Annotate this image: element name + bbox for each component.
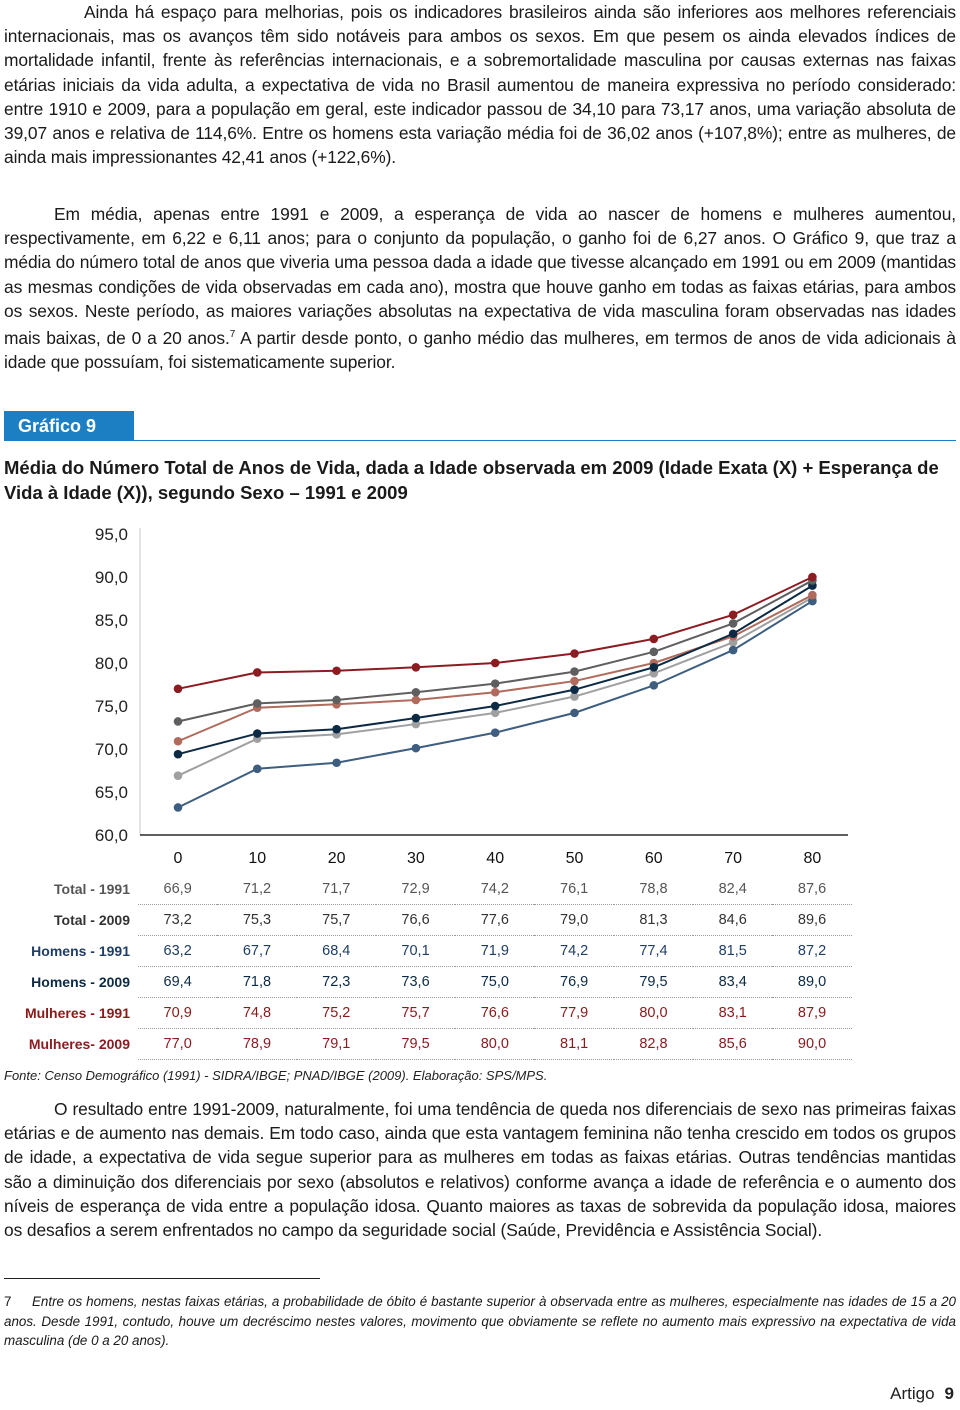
- y-tick-label: 80,0: [94, 654, 128, 673]
- series-line: [178, 595, 812, 741]
- value-cell: 71,8: [217, 967, 296, 998]
- value-cell: 71,9: [455, 936, 534, 967]
- data-point: [253, 699, 262, 708]
- data-point: [491, 728, 500, 737]
- data-point: [650, 681, 659, 690]
- value-cell: 73,2: [138, 905, 217, 936]
- series-name-label: Total - 2009: [54, 912, 130, 928]
- y-tick-label: 95,0: [94, 525, 128, 544]
- x-tick-label: 30: [407, 850, 425, 867]
- value-cell: 81,5: [693, 936, 772, 967]
- data-point: [729, 629, 738, 638]
- value-cell: 67,7: [217, 936, 296, 967]
- value-cell: 90,0: [772, 1029, 851, 1060]
- table-row: [0, 905, 852, 936]
- data-point: [412, 688, 421, 697]
- value-cell: 85,6: [693, 1029, 772, 1060]
- value-cell: 69,4: [138, 967, 217, 998]
- value-cell: 71,7: [297, 874, 376, 905]
- x-tick-label: 0: [173, 850, 183, 867]
- data-point: [174, 803, 183, 812]
- page-number: 9: [944, 1384, 954, 1403]
- data-point: [729, 611, 738, 620]
- footnote-number: 7: [4, 1294, 12, 1309]
- badge-rule: [134, 440, 956, 441]
- value-cell: 73,6: [376, 967, 455, 998]
- series-line: [178, 577, 812, 689]
- data-point: [570, 709, 579, 718]
- x-tick-label: 50: [565, 850, 584, 867]
- value-cell: 72,3: [297, 967, 376, 998]
- page-footer: [890, 1384, 954, 1404]
- data-point: [412, 744, 421, 753]
- data-point: [650, 648, 659, 657]
- value-cell: 74,2: [534, 936, 613, 967]
- table-row: [0, 967, 852, 998]
- y-tick-label: 65,0: [94, 783, 128, 802]
- value-cell: 75,3: [217, 905, 296, 936]
- y-tick-label: 90,0: [94, 568, 128, 587]
- value-cell: 77,9: [534, 998, 613, 1029]
- x-tick-label: 70: [724, 850, 742, 867]
- y-tick-label: 75,0: [94, 697, 128, 716]
- value-cell: 81,3: [614, 905, 693, 936]
- conclusion-paragraph: O resultado entre 1991-2009, naturalmente, foi uma tendência de queda nos diferenciais de sexo nas primeiras faixas etárias e de aumento nas demais. Em todo caso, ainda que esta vantagem feminina não tenha crescido em todos os grupos de idade, a expectativa de vida segue superior para as mulheres em todas as faixas etárias. Outras tendências mantidas são a diminuição dos diferenciais por sexo (absolutos e relativos) conforme avança a idade de referência e o aumento dos níveis de esperança de vida entre a população idosa. Quanto maiores as taxas de sobrevida da população idosa, maiores os desafios a serem enfrentados no campo da seguridade social (Saúde, Previdência e Assistência Social).: [4, 1099, 956, 1241]
- x-tick-label: 60: [644, 850, 663, 867]
- data-point: [650, 635, 659, 644]
- value-cell: 89,0: [772, 967, 851, 998]
- series-name-label: Mulheres- 2009: [28, 1036, 130, 1052]
- data-point: [650, 663, 659, 672]
- intro-paragraph: Ainda há espaço para melhorias, pois os indicadores brasileiros ainda são inferiores aos melhores referenciais internacionais, mas os avanços têm sido notáveis para ambos os sexos. Em que pesem os ainda elevados índices de mortalidade infantil, frente às referências internacionais, e a sobremortalidade masculina por causas externas nas faixas etárias iniciais da vida adulta, a expectativa de vida no Brasil aumentou de maneira expressiva no período considerado: entre 1910 e 2009, para a população em geral, este indicador passou de 34,10 para 73,17 anos, uma variação absoluta de 39,07 anos e relativa de 114,6%. Entre os homens esta variação média foi de 36,02 anos (+107,8%); entre as mulheres, de ainda mais impressionantes 42,41 anos (+122,6%).: [4, 2, 956, 168]
- series-line: [178, 580, 812, 721]
- value-cell: 87,6: [772, 874, 851, 905]
- data-point: [491, 688, 500, 697]
- value-cell: 74,8: [217, 998, 296, 1029]
- value-cell: 68,4: [297, 936, 376, 967]
- data-point: [412, 663, 421, 672]
- value-cell: 76,6: [376, 905, 455, 936]
- data-point: [174, 685, 183, 694]
- data-point: [332, 758, 341, 767]
- value-cell: 77,6: [455, 905, 534, 936]
- data-point: [570, 677, 579, 686]
- data-point: [174, 771, 183, 780]
- data-point: [570, 685, 579, 694]
- value-cell: 71,2: [217, 874, 296, 905]
- value-cell: 87,9: [772, 998, 851, 1029]
- value-cell: 89,6: [772, 905, 851, 936]
- y-tick-label: 70,0: [94, 740, 128, 759]
- value-cell: 84,6: [693, 905, 772, 936]
- value-cell: 79,5: [614, 967, 693, 998]
- data-point: [332, 696, 341, 705]
- data-point: [491, 659, 500, 668]
- value-cell: 76,1: [534, 874, 613, 905]
- data-point: [808, 591, 817, 600]
- value-cell: 63,2: [138, 936, 217, 967]
- data-point: [174, 737, 183, 746]
- data-point: [332, 666, 341, 675]
- data-point: [412, 696, 421, 705]
- table-row: [0, 936, 852, 967]
- analysis-text-a: Em média, apenas entre 1991 e 2009, a esperança de vida ao nascer de homens e mulheres aumentou, respectivamente, em 6,22 e 6,11 anos; para o conjunto da população, o ganho foi de 6,27 anos. O Gráfico 9, que traz a média do número total de anos que viveria uma pessoa dada a idade que tivesse alcançado em 1991 ou em 2009 (mantidas as mesmas condições de vida observadas em cada ano), mostra que houve ganho em todas as faixas etárias, para ambos os sexos. Neste período, as maiores variações absolutas na expectativa de vida masculina foram observadas nas idades mais baixas, de 0 a 20 anos.: [4, 204, 956, 348]
- value-cell: 82,4: [693, 874, 772, 905]
- value-cell: 75,0: [455, 967, 534, 998]
- chart-title: Média do Número Total de Anos de Vida, dada a Idade observada em 2009 (Idade Exata (X) + Esperança de Vida à Idade (X)), segundo Sexo – 1991 e 2009: [4, 457, 939, 503]
- series-name-label: Mulheres - 1991: [24, 1005, 130, 1021]
- value-cell: 75,7: [376, 998, 455, 1029]
- table-row: [0, 874, 852, 905]
- footnote-text: Entre os homens, nestas faixas etárias, a probabilidade de óbito é bastante superior à observada entre as mulheres, especialmente nas idades de 15 a 20 anos. Desde 1991, contudo, houve um decréscimo nestes valores, movimento que obviamente se reflete no aumento mais expressivo na expectativa de vida masculina (de 0 a 20 anos).: [4, 1294, 956, 1348]
- line-chart: [0, 510, 960, 872]
- data-point: [253, 729, 262, 738]
- series-name-label: Total - 1991: [54, 881, 130, 898]
- x-tick-label: 20: [327, 850, 346, 867]
- data-point: [332, 725, 341, 734]
- value-cell: 81,1: [534, 1029, 613, 1060]
- value-cell: 79,5: [376, 1029, 455, 1060]
- value-cell: 75,2: [297, 998, 376, 1029]
- data-point: [412, 714, 421, 723]
- x-tick-label: 40: [486, 850, 505, 867]
- value-cell: 77,4: [614, 936, 693, 967]
- value-cell: 82,8: [614, 1029, 693, 1060]
- data-point: [491, 702, 500, 711]
- value-cell: 74,2: [455, 874, 534, 905]
- data-point: [570, 667, 579, 676]
- value-cell: 70,9: [138, 998, 217, 1029]
- footer-label: Artigo: [890, 1384, 935, 1403]
- analysis-paragraph: [4, 202, 956, 374]
- table-row: [0, 1029, 852, 1060]
- value-cell: 76,6: [455, 998, 534, 1029]
- value-cell: 80,0: [614, 998, 693, 1029]
- data-point: [174, 717, 183, 726]
- y-tick-label: 85,0: [94, 611, 128, 630]
- data-point: [174, 750, 183, 759]
- table-row: [0, 998, 852, 1029]
- value-cell: 80,0: [455, 1029, 534, 1060]
- value-cell: 66,9: [138, 874, 217, 905]
- value-cell: 87,2: [772, 936, 851, 967]
- footnote-reference[interactable]: 7: [229, 329, 236, 341]
- data-point: [729, 646, 738, 655]
- footnote-rule: [4, 1278, 320, 1279]
- value-cell: 75,7: [297, 905, 376, 936]
- value-cell: 83,4: [693, 967, 772, 998]
- data-point: [570, 649, 579, 658]
- data-point: [729, 619, 738, 628]
- value-cell: 79,1: [297, 1029, 376, 1060]
- value-cell: 77,0: [138, 1029, 217, 1060]
- series-name-label: Homens - 2009: [31, 974, 130, 990]
- data-point: [808, 573, 817, 582]
- value-cell: 79,0: [534, 905, 613, 936]
- series-name-label: Homens - 1991: [31, 943, 130, 959]
- analysis-text-b: A partir desde ponto, o ganho médio das mulheres, em termos de anos de vida adicionais à idade que possuíam, foi sistematicamente superior.: [4, 327, 956, 373]
- data-point: [491, 679, 500, 688]
- data-point: [253, 764, 262, 773]
- value-cell: 76,9: [534, 967, 613, 998]
- x-tick-label: 80: [803, 850, 822, 867]
- y-tick-label: 60,0: [94, 826, 128, 845]
- value-cell: 78,9: [217, 1029, 296, 1060]
- value-cell: 78,8: [614, 874, 693, 905]
- data-table: [0, 874, 852, 1060]
- footnote: [4, 1292, 956, 1351]
- data-point: [253, 668, 262, 677]
- value-cell: 83,1: [693, 998, 772, 1029]
- figure-badge: Gráfico 9: [4, 411, 134, 441]
- value-cell: 70,1: [376, 936, 455, 967]
- value-cell: 72,9: [376, 874, 455, 905]
- chart-source: Fonte: Censo Demográfico (1991) - SIDRA/IBGE; PNAD/IBGE (2009). Elaboração: SPS/MPS.: [4, 1068, 548, 1083]
- x-tick-label: 10: [248, 850, 267, 867]
